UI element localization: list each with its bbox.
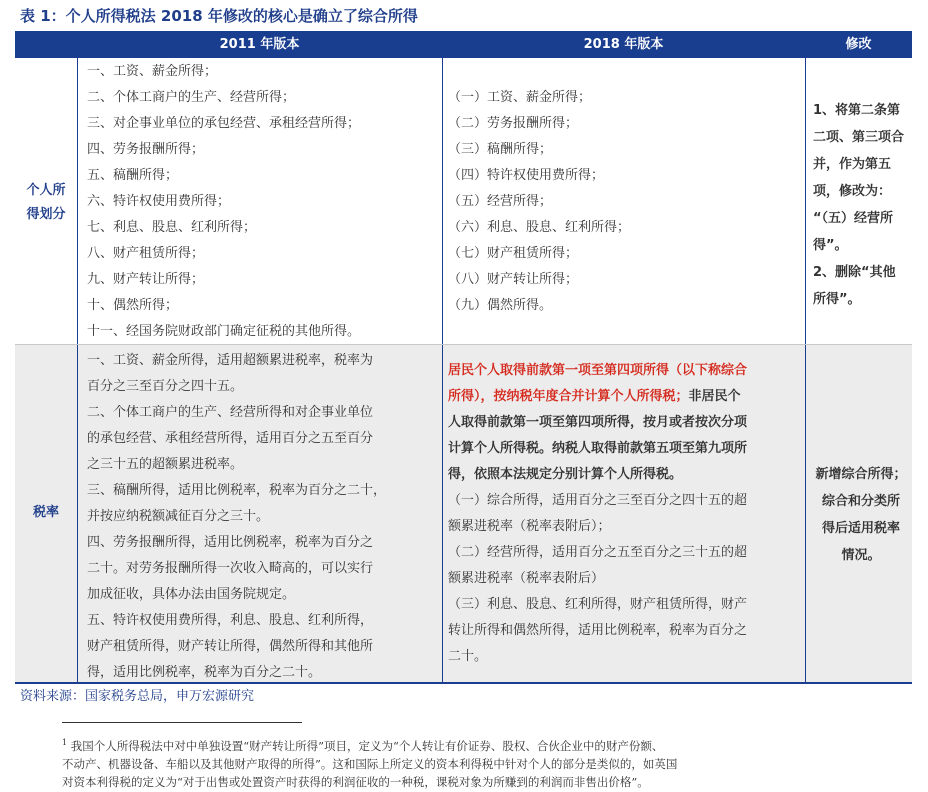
note-line: 得”。 xyxy=(813,238,848,253)
rate-change-cell xyxy=(813,461,909,569)
list-item: （四）特许权使用费所得； xyxy=(448,168,605,183)
highlight-line: 居民个人取得前款第一项至第四项所得（以下称综合 xyxy=(448,363,748,378)
rate-2011-cell xyxy=(87,348,386,686)
row-label-division xyxy=(15,179,77,227)
text-line: （一）综合所得，适用百分之三至百分之四十五的超 xyxy=(448,493,748,508)
list-item: 七、利息、股息、红利所得； xyxy=(87,220,257,235)
header-empty xyxy=(15,31,77,58)
note-line: 综合和分类所 xyxy=(821,494,900,509)
division-change-cell xyxy=(813,97,909,313)
list-item: （六）利息、股息、红利所得； xyxy=(448,220,631,235)
text-line: 额累进税率（税率表附后） xyxy=(448,571,605,586)
header-change: 修改 xyxy=(805,31,912,58)
footnote-line: 对资本利得税的定义为“对于出售或处置资产时获得的利润征收的一种税，课税对象为所赚到的利润而非售出价格”。 xyxy=(62,774,649,789)
note-line: 情况。 xyxy=(841,548,881,563)
text-line: 二、个体工商户的生产、经营所得和对企事业单位 xyxy=(87,405,374,420)
column-divider xyxy=(77,58,78,683)
footnote xyxy=(62,734,882,791)
text-line: 二十。对劳务报酬所得一次收入畸高的，可以实行 xyxy=(87,561,374,576)
text-line: 得，适用比例税率，税率为百分之二十。 xyxy=(87,665,322,680)
list-item: 十一、经国务院财政部门确定征税的其他所得。 xyxy=(87,324,361,339)
highlight-text: 所得），按纳税年度合并计算个人所得税； xyxy=(448,389,689,404)
rate-2018-cell xyxy=(448,358,747,670)
column-divider xyxy=(805,58,806,683)
note-line: 并，作为第五 xyxy=(813,157,892,172)
list-item: （七）财产租赁所得； xyxy=(448,246,579,261)
text-line: （二）经营所得，适用百分之五至百分之三十五的超 xyxy=(448,545,748,560)
bold-line: 人取得前款第一项至第四项所得，按月或者按次分项 xyxy=(448,415,748,430)
list-item: （八）财产转让所得； xyxy=(448,272,579,287)
text-line: 五、特许权使用费所得，利息、股息、红利所得， xyxy=(87,613,374,628)
text-line: 转让所得和偶然所得，适用比例税率，税率为百分之 xyxy=(448,623,748,638)
text-line: 额累进税率（税率表附后）； xyxy=(448,519,611,534)
footnote-line xyxy=(62,734,882,755)
note-line: 二项、第三项合 xyxy=(813,130,905,145)
footnote-marker: 1 xyxy=(62,738,68,747)
footnote-line: 不动产、机器设备、车船以及其他财产取得的所得”。这和国际上所定义的资本利得税中针对个人的部分是类似的，如英国 xyxy=(62,756,678,771)
list-item: 十、偶然所得； xyxy=(87,298,179,313)
bold-line: 计算个人所得税。纳税人取得前款第五项至第九项所 xyxy=(448,441,748,456)
division-2018-cell xyxy=(448,85,630,319)
note-line: 项，修改为： xyxy=(813,184,892,199)
list-item: （一）工资、薪金所得； xyxy=(448,90,592,105)
note-line: 2、删除“其他 xyxy=(813,265,896,280)
list-item: 六、特许权使用费所得； xyxy=(87,194,231,209)
list-item: （五）经营所得； xyxy=(448,194,553,209)
row-label-line: 个人所 xyxy=(26,183,66,198)
list-item: （九）偶然所得。 xyxy=(448,298,553,313)
list-item: 三、对企事业单位的承包经营、承租经营所得； xyxy=(87,116,361,131)
row-label-line: 得划分 xyxy=(26,207,66,222)
note-line: “（五）经营所 xyxy=(813,211,894,226)
note-line: 得后适用税率 xyxy=(821,521,900,536)
note-line: 1、将第二条第 xyxy=(813,103,901,118)
division-2011-cell xyxy=(87,59,360,345)
text-line: 三、稿酬所得，适用比例税率，税率为百分之二十， xyxy=(87,483,387,498)
comparison-table xyxy=(15,31,912,683)
list-item: 八、财产租赁所得； xyxy=(87,246,205,261)
text-line: 财产租赁所得，财产转让所得，偶然所得和其他所 xyxy=(87,639,374,654)
text-line: 之三十五的超额累进税率。 xyxy=(87,457,244,472)
footnote-divider xyxy=(62,722,302,723)
list-item: （二）劳务报酬所得； xyxy=(448,116,579,131)
highlight-line xyxy=(448,384,747,410)
table-title: 表 1：个人所得税法 2018 年修改的核心是确立了综合所得 xyxy=(20,7,418,25)
bold-line: 得，依照本法规定分别计算个人所得税。 xyxy=(448,467,683,482)
list-item: （三）稿酬所得； xyxy=(448,142,553,157)
text-line: 一、工资、薪金所得，适用超额累进税率，税率为 xyxy=(87,353,374,368)
column-divider xyxy=(442,58,443,683)
header-2018: 2018 年版本 xyxy=(442,31,805,58)
row-label-rate: 税率 xyxy=(32,505,59,520)
list-item: 二、个体工商户的生产、经营所得； xyxy=(87,90,296,105)
header-2011: 2011 年版本 xyxy=(77,31,442,58)
source-note: 资料来源：国家税务总局，申万宏源研究 xyxy=(20,689,255,704)
text-line: 加成征收，具体办法由国务院规定。 xyxy=(87,587,296,602)
text-line: 的承包经营、承租经营所得，适用百分之五至百分 xyxy=(87,431,374,446)
bold-text: 非居民个 xyxy=(688,389,741,404)
note-line: 所得”。 xyxy=(813,292,861,307)
text-line: 百分之三至百分之四十五。 xyxy=(87,379,244,394)
text-line: 四、劳务报酬所得，适用比例税率，税率为百分之 xyxy=(87,535,374,550)
text-line: （三）利息、股息、红利所得，财产租赁所得，财产 xyxy=(448,597,748,612)
text-line: 并按应纳税额减征百分之三十。 xyxy=(87,509,270,524)
list-item: 四、劳务报酬所得； xyxy=(87,142,205,157)
note-line: 新增综合所得； xyxy=(815,467,907,482)
list-item: 一、工资、薪金所得； xyxy=(87,64,218,79)
list-item: 九、财产转让所得； xyxy=(87,272,205,287)
list-item: 五、稿酬所得； xyxy=(87,168,179,183)
footnote-text: 我国个人所得税法中对中单独设置“财产转让所得”项目，定义为“个人转让有价证券、股权、合伙企业中的财产份额、 xyxy=(67,738,664,753)
text-line: 二十。 xyxy=(448,649,488,664)
